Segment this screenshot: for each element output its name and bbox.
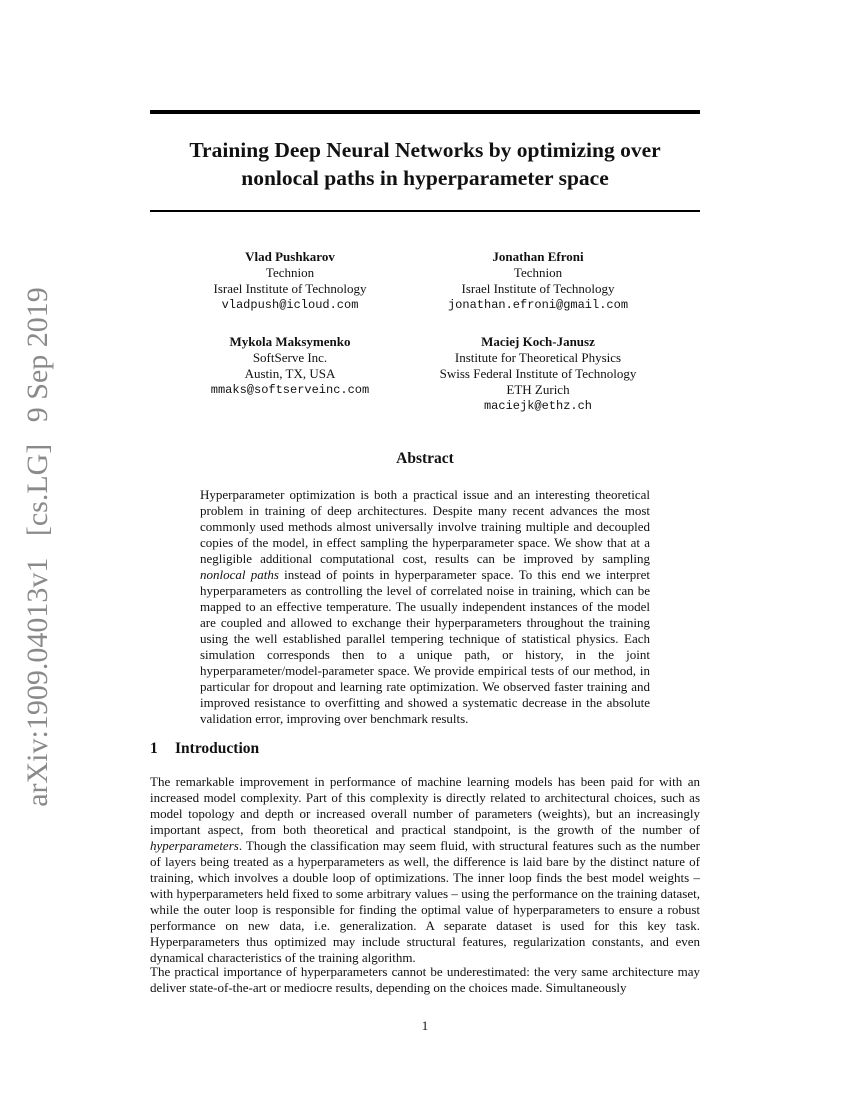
title-line-1: Training Deep Neural Networks by optimizing over — [189, 138, 661, 162]
title-rule-top — [150, 110, 700, 114]
author-name: Vlad Pushkarov — [245, 249, 335, 264]
author-block — [190, 334, 390, 398]
author-name: Mykola Maksymenko — [229, 334, 351, 349]
abstract-heading: Abstract — [396, 450, 454, 467]
author-affiliation: SoftServe Inc. — [252, 350, 328, 365]
paper-title — [150, 136, 700, 192]
arxiv-stamp — [21, 273, 55, 807]
paragraph-text-part: . Though the classification may seem fluid, with structural features such as the number of layers being treated as a hyperparameters as well, the difference is laid bare by the distinct nature of training, which involves a double loop of optimizations. The inner loop finds the best model weights – with hyperparameters held fixed to some arbitrary values – using the performance on the training dataset, while the outer loop is responsible for finding the optimal value of hyperparameters to ensure a robust performance on new data, i.e. generalization. A separate dataset is used for this key task. Hyperparameters thus optimized may include structural features, regularization constants, and even dynamical characteristics of the training algorithm. — [150, 838, 700, 965]
section-number: 1 — [150, 740, 158, 757]
author-affiliation: ETH Zurich — [506, 382, 570, 397]
author-affiliation: Technion — [265, 265, 315, 280]
page-number: 1 — [421, 1018, 429, 1033]
author-affiliation: Israel Institute of Technology — [213, 281, 367, 296]
intro-paragraph-2: The practical importance of hyperparameters cannot be underestimated: the very same architecture may deliver state-of-the-art or mediocre results, depending on the choices made. Simultaneously — [150, 964, 700, 995]
author-name: Jonathan Efroni — [492, 249, 584, 264]
paragraph-text-part: The remarkable improvement in performance of machine learning models has been paid for with an increased model complexity. Part of this complexity is directly related to architectural choices, such as model topology and depth or increased overall number of parameters (weights), but an increasingly important aspect, from both theoretical and practical standpoint, is the growth of the number of — [150, 774, 700, 837]
title-line-2: nonlocal paths in hyperparameter space — [241, 166, 609, 190]
author-email[interactable]: mmaks@softserveinc.com — [210, 383, 370, 397]
author-block — [438, 249, 638, 313]
author-affiliation: Technion — [513, 265, 563, 280]
author-affiliation: Swiss Federal Institute of Technology — [439, 366, 637, 381]
arxiv-id: arXiv:1909.04013v1 — [21, 557, 54, 807]
section-heading — [150, 740, 259, 758]
author-affiliation: Israel Institute of Technology — [461, 281, 615, 296]
arxiv-category: [cs.LG] — [21, 443, 54, 537]
author-name: Maciej Koch-Janusz — [481, 334, 595, 349]
author-block — [190, 249, 390, 313]
title-rule-bottom — [150, 210, 700, 212]
author-email[interactable]: maciejk@ethz.ch — [483, 399, 593, 413]
author-affiliation: Austin, TX, USA — [244, 366, 336, 381]
author-email[interactable]: jonathan.efroni@gmail.com — [447, 298, 629, 312]
abstract-text-part: instead of points in hyperparameter space. To this end we interpret hyperparameters as controlling the level of correlated noise in training, which can be mapped to an effective temperature. The usually independent instances of the model are coupled and allowed to exchange their hyperparameters throughout the training using the well established parallel tempering technique of statistical physics. Each simulation corresponds then to a unique path, or history, in the joint hyperparameter/model-parameter space. We provide empirical tests of our method, in particular for dropout and learning rate optimization. We observed faster training and improved resistance to overfitting and showed a systematic decrease in the absolute validation error, improving over benchmark results. — [200, 567, 650, 726]
intro-paragraph-1 — [150, 774, 700, 966]
paragraph-emphasis: hyperparameters — [150, 838, 239, 853]
abstract-text — [200, 487, 650, 727]
author-block — [418, 334, 658, 414]
author-email[interactable]: vladpush@icloud.com — [221, 298, 359, 312]
section-title: Introduction — [175, 740, 260, 757]
author-affiliation: Institute for Theoretical Physics — [454, 350, 622, 365]
abstract-text-part: Hyperparameter optimization is both a practical issue and an interesting theoretical problem in training of deep architectures. Despite many recent advances the most commonly used methods almost universally involve training multiple and decoupled copies of the model, in effect sampling the hyperparameter space. We show that at a negligible additional computational cost, results can be improved by sampling — [200, 487, 650, 566]
arxiv-date: 9 Sep 2019 — [21, 287, 54, 423]
abstract-emphasis: nonlocal paths — [200, 567, 279, 582]
